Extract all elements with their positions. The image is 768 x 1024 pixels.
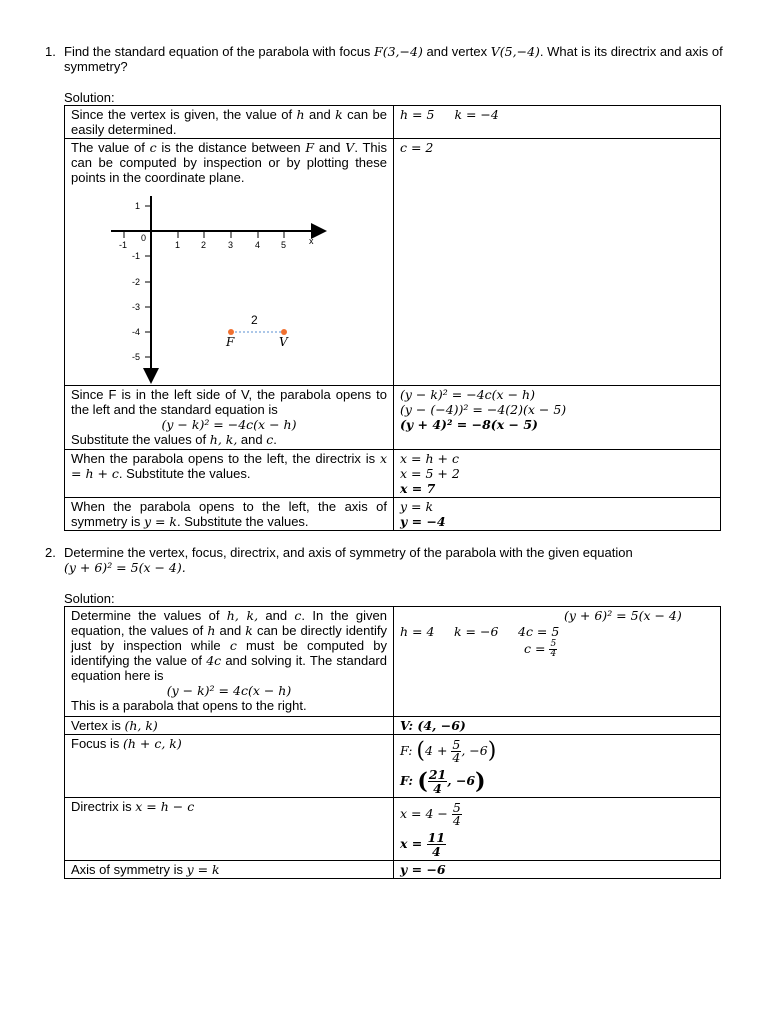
question-text: Determine the vertex, focus, directrix, and axis of symmetry of the parabola with the given equation (y + 6)² = 5(x − 4). [64,545,633,575]
table-row [65,386,721,450]
explanation-cell: Determine the values of h, k, and c. In the given equation, the values of h and k can be directly identify just by inspection while c must be computed by identifying the value of 4c and solving it. The standard equation here is (y − k)² = 4c(x − h) This is a parabola that opens to the right. [65,607,394,717]
answer-axis: y = −6 [400,862,446,877]
x-tick-label: -1 [119,240,128,250]
y-tick-label: -4 [132,327,141,337]
math-cell [394,861,721,879]
explanation-cell: When the parabola opens to the left, the directrix is x = h + c. Substitute the values. [65,450,394,498]
x-tick-label: 5 [281,240,287,250]
table-row [65,139,721,386]
answer-equation: (y + 4)² = −8(x − 5) [400,417,538,432]
y-tick-label: 1 [135,201,141,211]
coordinate-plane-graph [71,191,314,381]
explanation-cell: The value of c is the distance between F and V. This can be computed by inspection or by plotting these points in the coordinate plane. 1 -1 -2 -3 -4 -5 -1 0 1 2 3 4 5 x 2 F V [65,139,394,386]
x-tick-label: 2 [201,240,207,250]
y-tick-label: -5 [132,352,141,362]
x-tick-label: 0 [141,233,147,243]
math-cell: (y + 6)² = 5(x − 4) h = 4 k = −6 4c = 5 c = $\frac{5}{4}$ [394,607,721,717]
table-row [65,735,721,798]
solution-table-2 [64,606,721,879]
table-row [65,498,721,531]
answer-directrix: x = 7 [400,481,436,496]
focus-label: F [226,335,235,349]
y-tick-label: -1 [132,251,141,261]
explanation-cell: Vertex is (h, k) [65,717,394,735]
y-tick-label: -3 [132,302,141,312]
question-number: 1. [45,44,56,59]
question-1 [45,44,735,76]
math-cell: h = 5 k = −4 [394,106,721,139]
math-cell: (y − k)² = −4c(x − h) (y − (−4))² = −4(2)(x − 5) (y + 4)² = −8(x − 5) [394,386,721,450]
math-cell: x = 4 − $\frac{5}{4}$ x = $\frac{11}{4}$ [394,798,721,861]
solution-label: Solution: [64,90,115,105]
question-text: Find the standard equation of the parabola with focus F(3,−4) and vertex V(5,−4). What is its directrix and axis of symmetry? [64,44,723,74]
x-tick-label: 3 [228,240,234,250]
y-tick-label: -2 [132,277,141,287]
table-row [65,106,721,139]
explanation-cell: When the parabola opens to the left, the axis of symmetry is y = k. Substitute the values. [65,498,394,531]
math-cell: c = 2 [394,139,721,386]
answer-axis: y = −4 [400,514,446,529]
focus-point: F(3,−4) [374,44,423,59]
table-row [65,798,721,861]
table-row [65,450,721,498]
explanation-cell: Axis of symmetry is y = k [65,861,394,879]
x-tick-label: 1 [175,240,181,250]
math-cell [394,717,721,735]
math-cell: x = h + c x = 5 + 2 x = 7 [394,450,721,498]
solution-label: Solution: [64,591,115,606]
explanation-cell: Since F is in the left side of V, the parabola opens to the left and the standard equation is (y − k)² = −4c(x − h) Substitute the values of h, k, and c. [65,386,394,450]
table-row [65,717,721,735]
x-axis-label: x [309,236,314,246]
answer-vertex: V: (4, −6) [400,718,466,733]
x-tick-label: 4 [255,240,261,250]
distance-label: 2 [251,313,258,327]
question-2 [45,545,735,577]
solution-table-1 [64,105,721,531]
table-row [65,607,721,717]
explanation-cell: Since the vertex is given, the value of h and k can be easily determined. [65,106,394,139]
question-number: 2. [45,545,56,560]
math-cell: F: (4 + $\frac{5}{4}$ , −6) F: ( $\frac{21}{4}$ , −6) [394,735,721,798]
table-row [65,861,721,879]
explanation-cell: Directrix is x = h − c [65,798,394,861]
explanation-cell: Focus is (h + c, k) [65,735,394,798]
vertex-label: V [279,335,288,349]
math-cell: y = k y = −4 [394,498,721,531]
vertex-point: V(5,−4) [490,44,540,59]
